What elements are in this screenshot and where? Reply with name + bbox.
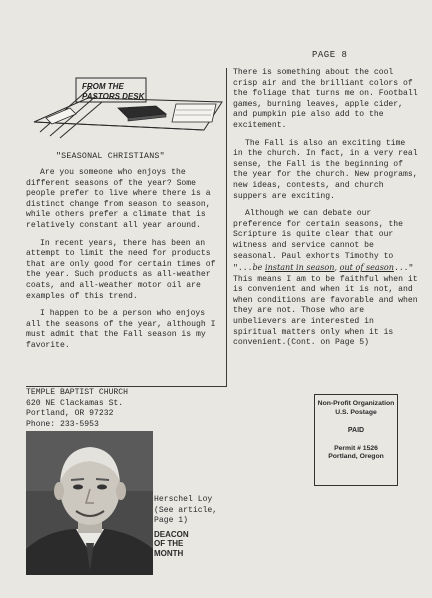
church-address [26, 388, 206, 430]
pastors-desk-column [26, 68, 227, 387]
paragraph: The Fall is also an exciting time in the church. In fact, in a very real sense, the Fall is the beginning of the year for the church. New programs, new ideas, contests, and church suppers are exciting. [233, 138, 418, 201]
postage-city: Portland, Oregon [328, 453, 384, 460]
portrait-icon [26, 431, 153, 575]
church-street: 620 NE Clackamas St. [26, 398, 124, 408]
church-name: TEMPLE BAPTIST CHURCH [26, 388, 128, 397]
deacon-title-line: OF THE [154, 539, 184, 549]
postage-line: U.S. Postage [335, 408, 377, 416]
postage-indicia [314, 394, 398, 486]
deacon-of-the-month [154, 530, 224, 559]
article-left-body [26, 168, 222, 359]
church-city: Portland, OR 97232 [26, 409, 114, 419]
logo-line-1: FROM THE [82, 82, 124, 91]
page-number: PAGE 8 [312, 50, 348, 60]
desk-illustration-icon [26, 68, 226, 144]
deacon-title-line: DEACON [154, 529, 189, 539]
paragraph: Are you someone who enjoys the different seasons of the year? Some people prefer to live where there is a distinct change from season to season, while others prefer a climate that is relatively constant all year around. [26, 168, 211, 230]
deacon-note: (See article, [154, 505, 218, 515]
paragraph: In recent years, there has been an attempt to limit the need for products that are only good for certain times of the year. Such products as all-weather coats, and all-weather motor oil are examples of this trend. [26, 238, 216, 301]
quote-part: , [334, 262, 340, 273]
quote-underlined: instant in season [264, 262, 335, 273]
paragraph-text: ..." This means I am to be faithful when it is convenient and when it is not, and when conditions are favorable and when they are not. Those who are unbelievers are interested in spiritual matters only when it is convenient.(Cont. on Page 5) [233, 264, 418, 348]
paragraph-text: Although we can debate our preference for certain seasons, the Scripture is quite clear that our witness and service cannot be seasonal. Paul exhorts Timothy to "... [233, 209, 403, 274]
postage-permit: Permit # 1526 [334, 444, 378, 452]
postage-paid: PAID [347, 427, 365, 434]
deacon-photo [26, 431, 153, 575]
church-phone: Phone: 233-5953 [26, 419, 99, 429]
logo-line-2: PASTORS DESK [82, 92, 145, 101]
quote-part: be [252, 262, 265, 273]
deacon-name: Herschel Loy [154, 495, 213, 504]
postage-line: Non-Profit Organization [317, 400, 395, 407]
quote-underlined: out of season [339, 262, 394, 273]
deacon-note: Page 1) [154, 516, 188, 526]
deacon-title-line: MONTH [154, 548, 184, 558]
logo-text [82, 82, 144, 102]
article-title: "SEASONAL CHRISTIANS" [56, 152, 165, 161]
pastors-desk-logo [26, 68, 226, 144]
paragraph: I happen to be a person who enjoys all the seasons of the year, although I must admit that the Fall season is my favorite. [26, 309, 216, 350]
paragraph: There is something about the cool crisp air and the brilliant colors of the foliage that turns me on. Football games, burning leaves, apple cider, and pumpkin pie also add to the excitement. [233, 68, 418, 130]
article-right-body [233, 68, 419, 356]
paragraph-with-quote [233, 209, 419, 349]
deacon-caption [154, 495, 224, 558]
